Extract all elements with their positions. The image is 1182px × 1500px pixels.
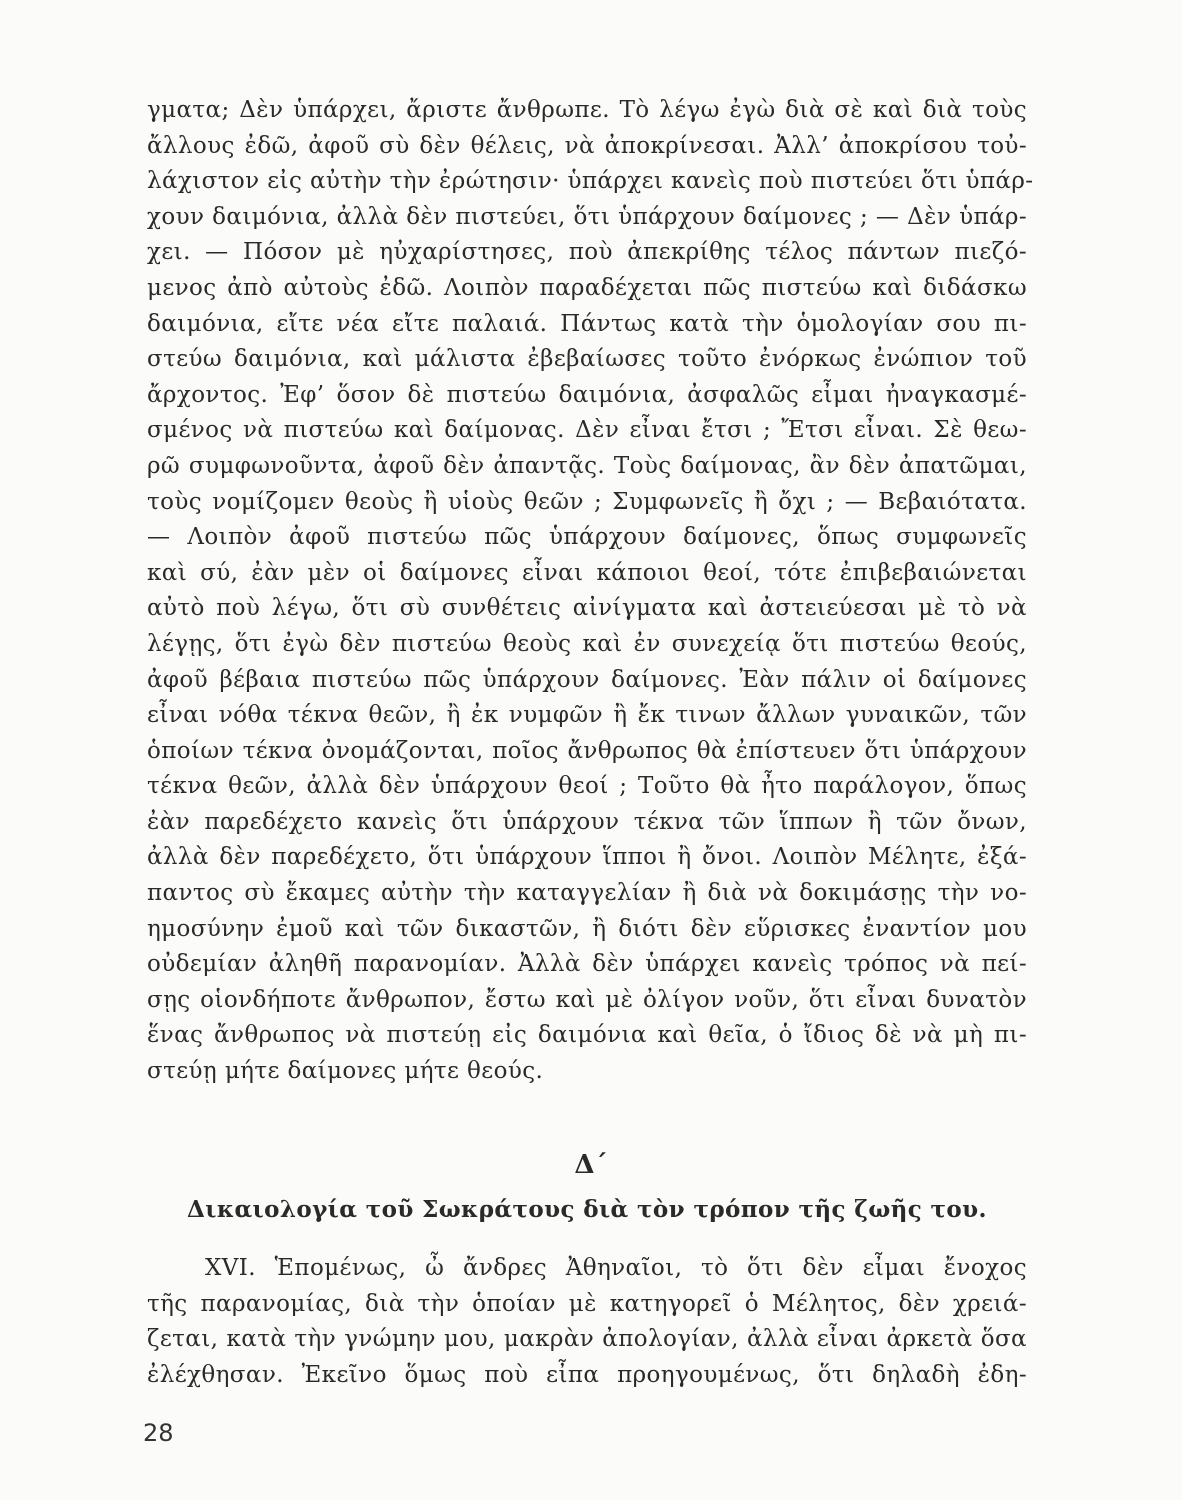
text-line: — Λοιπὸν ἀφοῦ πιστεύω πῶς ὑπάρχουν δαίμονες, ὅπως συμφωνεῖς (147, 524, 1027, 551)
text-line: τοὺς νομίζομεν θεοὺς ἢ υἱοὺς θεῶν ; Συμφωνεῖς ἢ ὄχι ; — Βεβαιότατα. (147, 488, 1027, 515)
text-line: ἕνας ἄνθρωπος νὰ πιστεύῃ εἰς δαιμόνια καὶ θεῖα, ὁ ἴδιος δὲ νὰ μὴ πι- (147, 1022, 1027, 1049)
text-line: ρῶ συμφωνοῦντα, ἀφοῦ δὲν ἀπαντᾷς. Τοὺς δαίμονας, ἂν δὲν ἀπατῶμαι, (147, 452, 1027, 479)
text-line: λάχιστον εἰς αὐτὴν τὴν ἐρώτησιν· ὑπάρχει κανεὶς ποὺ πιστεύει ὅτι ὑπάρ- (147, 168, 1034, 195)
text-line: ἀφοῦ βέβαια πιστεύω πῶς ὑπάρχουν δαίμονες. Ἐὰν πάλιν οἱ δαίμονες (147, 666, 1027, 693)
text-line: ἄλλους ἐδῶ, ἀφοῦ σὺ δὲν θέλεις, νὰ ἀποκρίνεσαι. Ἀλλ’ ἀποκρίσου τοὐ- (147, 132, 1027, 159)
text-line: δαιμόνια, εἴτε νέα εἴτε παλαιά. Πάντως κατὰ τὴν ὁμολογίαν σου πι- (147, 310, 1027, 337)
text-line: αὐτὸ ποὺ λέγω, ὅτι σὺ συνθέτεις αἰνίγματα καὶ ἀστειεύεσαι μὲ τὸ νὰ (147, 595, 1027, 622)
text-line: ἄρχοντος. Ἐφ’ ὅσον δὲ πιστεύω δαιμόνια, ἀσφαλῶς εἶμαι ἠναγκασμέ- (147, 381, 1027, 408)
text-line: χουν δαιμόνια, ἀλλὰ δὲν πιστεύει, ὅτι ὑπάρχουν δαίμονες ; — Δὲν ὑπάρ- (147, 203, 1027, 230)
text-line: εἶναι νόθα τέκνα θεῶν, ἢ ἐκ νυμφῶν ἢ ἔκ τινων ἄλλων γυναικῶν, τῶν (147, 702, 1027, 729)
section-title: Δικαιολογία τοῦ Σωκράτους διὰ τὸν τρόπον τῆς ζωῆς του. (187, 1196, 987, 1223)
text-line: ἐλέχθησαν. Ἐκεῖνο ὅμως ποὺ εἶπα προηγουμένως, ὅτι δηλαδὴ ἐδη- (147, 1361, 1027, 1388)
text-line: στεύω δαιμόνια, καὶ μάλιστα ἐβεβαίωσες τοῦτο ἐνόρκως ἐνώπιον τοῦ (147, 346, 1027, 373)
section-text-block (147, 1251, 1027, 1393)
section-letter: Δ΄ (574, 1150, 608, 1180)
text-line: σῃς οἱονδήποτε ἄνθρωπον, ἔστω καὶ μὲ ὀλίγον νοῦν, ὅτι εἶναι δυνατὸν (147, 986, 1027, 1013)
text-line: ἐὰν παρεδέχετο κανεὶς ὅτι ὑπάρχουν τέκνα τῶν ἵππων ἢ τῶν ὄνων, (147, 808, 1027, 835)
text-line: ὁποίων τέκνα ὀνομάζονται, ποῖος ἄνθρωπος θὰ ἐπίστευεν ὅτι ὑπάρχουν (147, 737, 1027, 764)
text-line: γματα; Δὲν ὑπάρχει, ἄριστε ἄνθρωπε. Τὸ λέγω ἐγὼ διὰ σὲ καὶ διὰ τοὺς (147, 97, 1027, 123)
main-text-block (147, 93, 1034, 1090)
text-line: καὶ σύ, ἐὰν μὲν οἱ δαίμονες εἶναι κάποιοι θεοί, τότε ἐπιβεβαιώνεται (147, 559, 1027, 586)
text-line: τῆς παρανομίας, διὰ τὴν ὁποίαν μὲ κατηγορεῖ ὁ Μέλητος, δὲν χρειά- (147, 1290, 1027, 1317)
text-line: μενος ἀπὸ αὐτοὺς ἐδῶ. Λοιπὸν παραδέχεται πῶς πιστεύω καὶ διδάσκω (147, 274, 1027, 301)
text-line: XVI. Ἑπομένως, ὦ ἄνδρες Ἀθηναῖοι, τὸ ὅτι δὲν εἶμαι ἔνοχος (205, 1255, 1027, 1281)
text-line: παντος σὺ ἔκαμες αὐτὴν τὴν καταγγελίαν ἢ διὰ νὰ δοκιμάσῃς τὴν νο- (147, 880, 1027, 907)
text-line: χει. — Πόσον μὲ ηὐχαρίστησες, ποὺ ἀπεκρίθης τέλος πάντων πιεζό- (147, 239, 1027, 266)
text-line: ἀλλὰ δὲν παρεδέχετο, ὅτι ὑπάρχουν ἵπποι ἢ ὄνοι. Λοιπὸν Μέλητε, ἐξά- (147, 844, 1027, 871)
text-line: οὐδεμίαν ἀληθῆ παρανομίαν. Ἀλλὰ δὲν ὑπάρχει κανεὶς τρόπος νὰ πεί- (147, 951, 1027, 978)
text-line: ημοσύνην ἐμοῦ καὶ τῶν δικαστῶν, ἢ διότι δὲν εὕρισκες ἐναντίον μου (147, 915, 1027, 942)
text-line: τέκνα θεῶν, ἀλλὰ δὲν ὑπάρχουν θεοί ; Τοῦτο θὰ ἦτο παράλογον, ὅπως (147, 773, 1027, 800)
text-line: στεύῃ μήτε δαίμονες μήτε θεούς. (147, 1058, 544, 1085)
text-line: ζεται, κατὰ τὴν γνώμην μου, μακρὰν ἀπολογίαν, ἀλλὰ εἶναι ἀρκετὰ ὅσα (147, 1326, 1027, 1353)
page-number: 28 (143, 1419, 174, 1447)
text-line: σμένος νὰ πιστεύω καὶ δαίμονας. Δὲν εἶναι ἔτσι ; Ἔτσι εἶναι. Σὲ θεω- (147, 417, 1027, 444)
text-line: λέγῃς, ὅτι ἐγὼ δὲν πιστεύω θεοὺς καὶ ἐν συνεχείᾳ ὅτι πιστεύω θεούς, (147, 630, 1027, 657)
